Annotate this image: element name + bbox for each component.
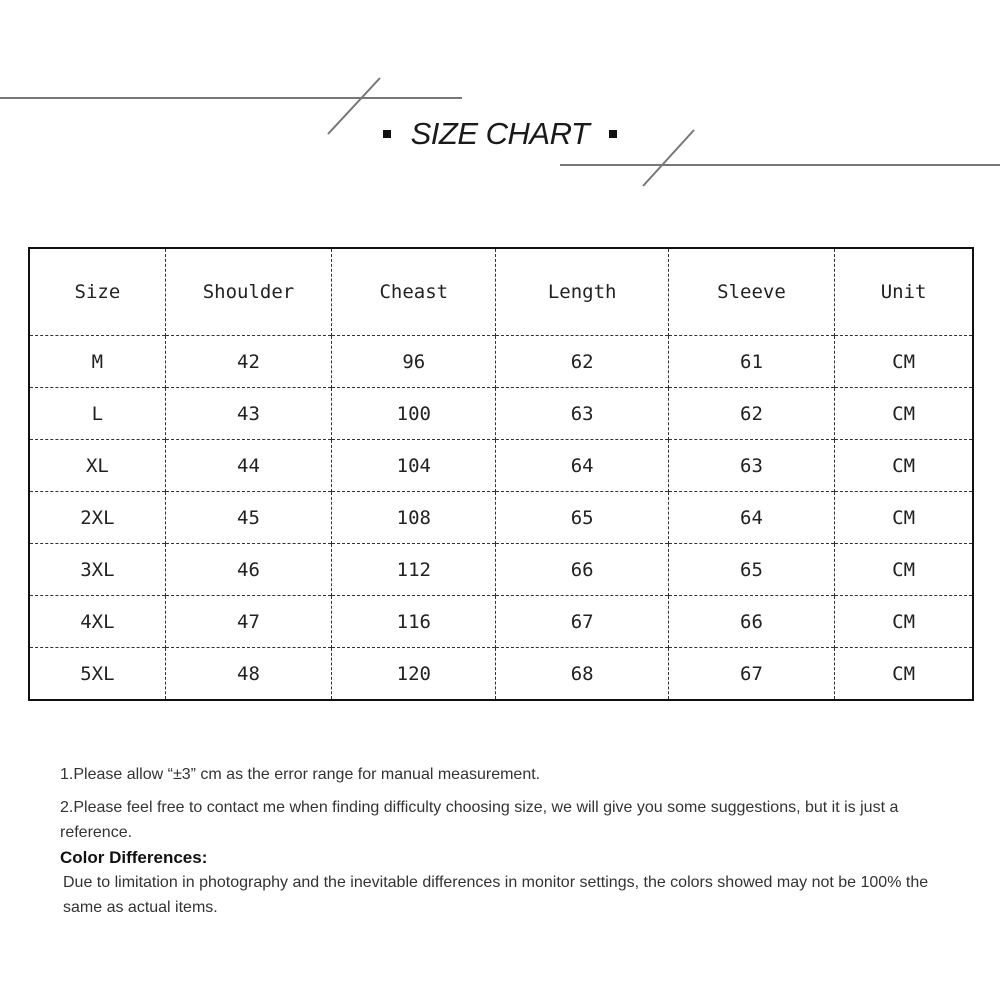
header-sleeve: Sleeve	[668, 248, 834, 336]
note-contact: 2.Please feel free to contact me when finding difficulty choosing size, we will give you some suggestions, but it is just a reference.	[60, 799, 899, 841]
table-row	[29, 492, 973, 544]
cell-unit: CM	[835, 492, 973, 544]
color-differences-heading: Color Differences:	[60, 848, 208, 867]
cell-sleeve: 62	[668, 388, 834, 440]
cell-chest: 104	[332, 440, 496, 492]
cell-shoulder: 44	[165, 440, 331, 492]
cell-length: 62	[496, 336, 668, 388]
title-text: SIZE CHART	[410, 116, 590, 151]
cell-unit: CM	[835, 596, 973, 648]
cell-length: 63	[496, 388, 668, 440]
cell-shoulder: 47	[165, 596, 331, 648]
cell-sleeve: 65	[668, 544, 834, 596]
table-header-row	[29, 248, 973, 336]
page-title	[0, 112, 1000, 156]
cell-chest: 120	[332, 648, 496, 701]
cell-size: 3XL	[29, 544, 165, 596]
table-row	[29, 440, 973, 492]
cell-shoulder: 45	[165, 492, 331, 544]
cell-length: 68	[496, 648, 668, 701]
cell-sleeve: 61	[668, 336, 834, 388]
table-row	[29, 596, 973, 648]
cell-unit: CM	[835, 648, 973, 701]
cell-sleeve: 63	[668, 440, 834, 492]
cell-sleeve: 64	[668, 492, 834, 544]
cell-shoulder: 43	[165, 388, 331, 440]
square-bullet-icon	[609, 130, 617, 138]
cell-sleeve: 66	[668, 596, 834, 648]
cell-chest: 96	[332, 336, 496, 388]
cell-size: L	[29, 388, 165, 440]
title-decoration	[0, 0, 1000, 200]
cell-unit: CM	[835, 544, 973, 596]
cell-length: 64	[496, 440, 668, 492]
cell-unit: CM	[835, 388, 973, 440]
cell-length: 65	[496, 492, 668, 544]
cell-shoulder: 42	[165, 336, 331, 388]
table-row	[29, 388, 973, 440]
cell-chest: 112	[332, 544, 496, 596]
cell-chest: 108	[332, 492, 496, 544]
table-row	[29, 336, 973, 388]
cell-shoulder: 46	[165, 544, 331, 596]
table-row	[29, 544, 973, 596]
cell-length: 66	[496, 544, 668, 596]
cell-size: 5XL	[29, 648, 165, 701]
cell-chest: 100	[332, 388, 496, 440]
cell-unit: CM	[835, 440, 973, 492]
cell-sleeve: 67	[668, 648, 834, 701]
cell-size: 4XL	[29, 596, 165, 648]
notes-section	[60, 762, 950, 920]
header-shoulder: Shoulder	[165, 248, 331, 336]
table-row	[29, 648, 973, 701]
cell-size: M	[29, 336, 165, 388]
header-length: Length	[496, 248, 668, 336]
square-bullet-icon	[383, 130, 391, 138]
cell-size: 2XL	[29, 492, 165, 544]
header-chest: Cheast	[332, 248, 496, 336]
cell-size: XL	[29, 440, 165, 492]
header-size: Size	[74, 281, 121, 303]
cell-chest: 116	[332, 596, 496, 648]
cell-length: 67	[496, 596, 668, 648]
cell-unit: CM	[835, 336, 973, 388]
cell-shoulder: 48	[165, 648, 331, 701]
size-table	[28, 247, 974, 701]
note-error-range: 1.Please allow “±3” cm as the error range for manual measurement.	[60, 766, 541, 783]
header-unit: Unit	[835, 248, 973, 336]
color-differences-text: Due to limitation in photography and the inevitable differences in monitor settings, the colors showed may not be 100% the same as actual items.	[63, 874, 929, 916]
